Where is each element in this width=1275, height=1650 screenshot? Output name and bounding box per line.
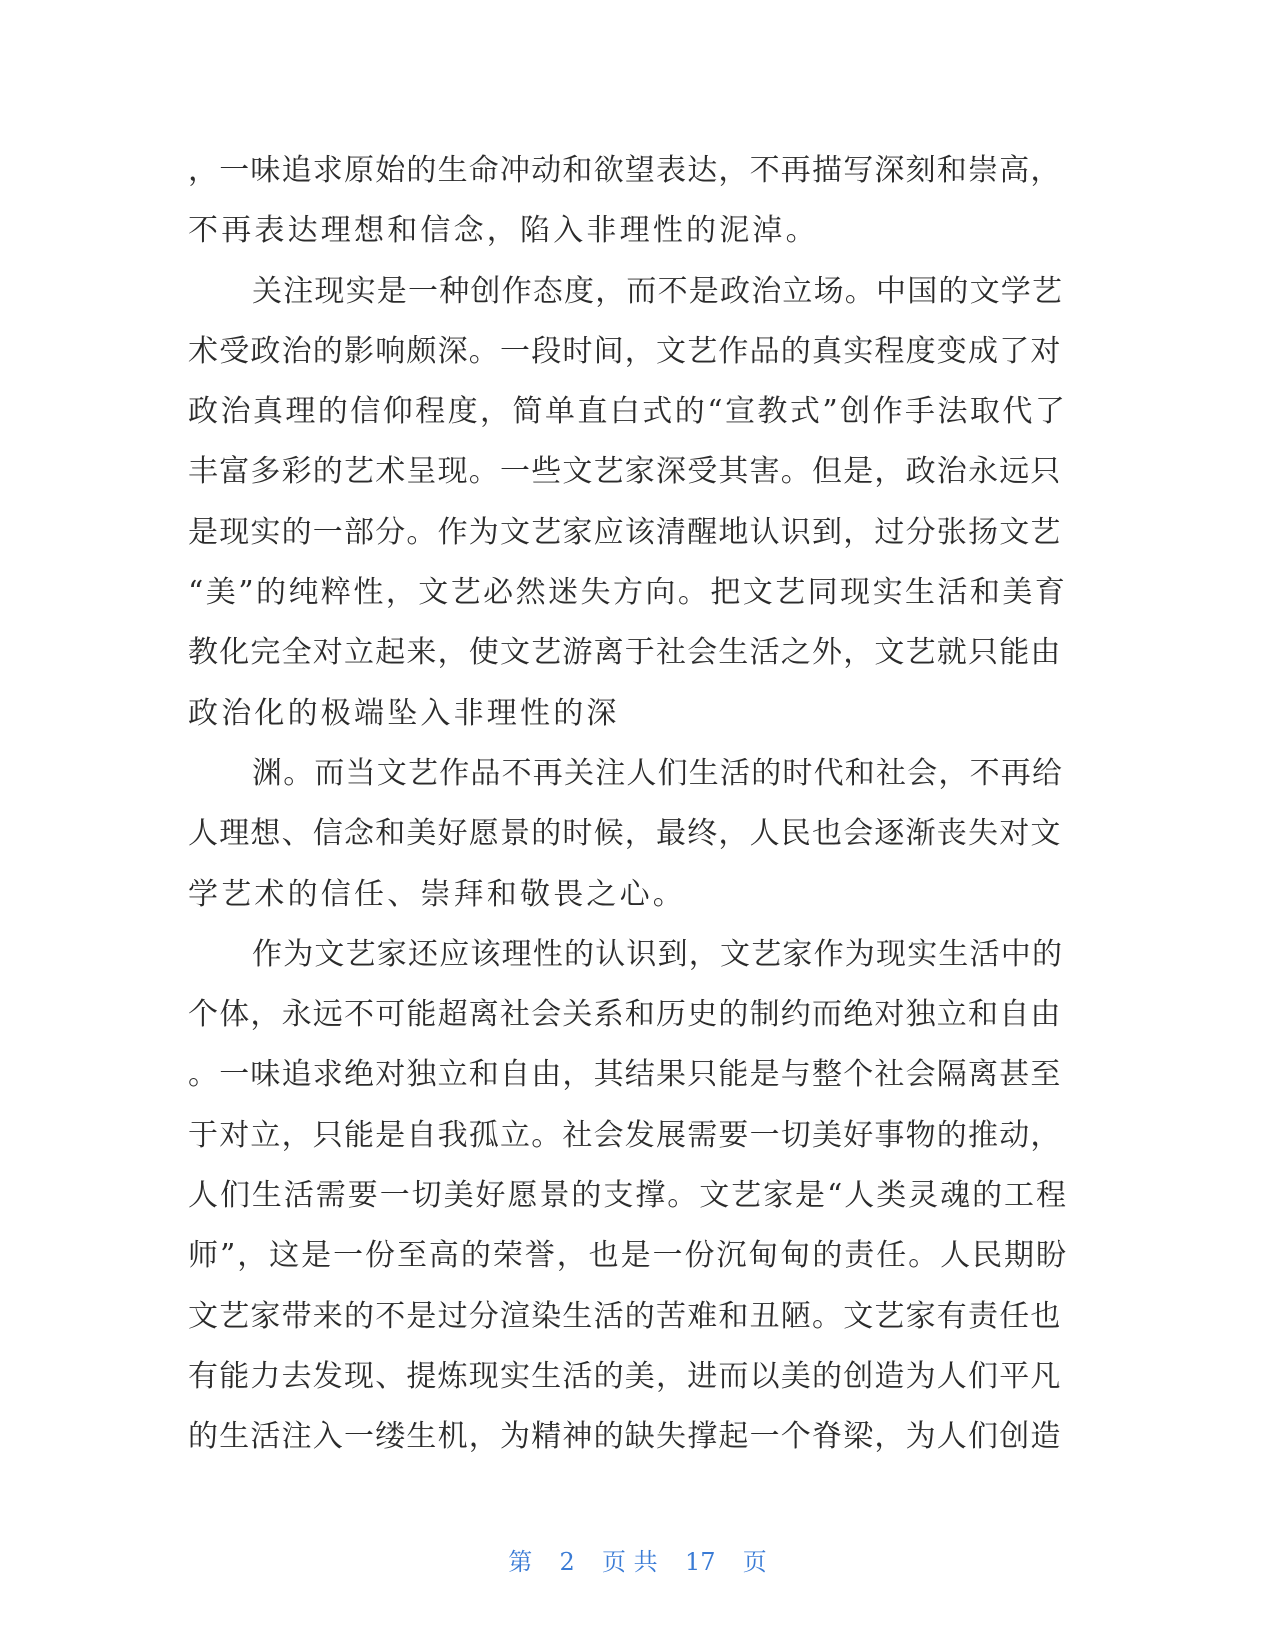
text-line: 师”，这是一份至高的荣誉，也是一份沉甸甸的责任。人民期盼 xyxy=(188,1238,1068,1274)
text-line: 政治真理的信仰程度，简单直白式的“宣教式”创作手法取代了 xyxy=(188,394,1068,430)
text-line: 是现实的一部分。作为文艺家应该清醒地认识到，过分张扬文艺 xyxy=(188,514,1062,550)
text-line: 有能力去发现、提炼现实生活的美，进而以美的创造为人们平凡 xyxy=(188,1358,1062,1394)
body-text xyxy=(188,141,1068,1468)
text-line: ，一味追求原始的生命冲动和欲望表达，不再描写深刻和崇高， xyxy=(188,153,1062,188)
text-line: 于对立，只能是自我孤立。社会发展需要一切美好事物的推动， xyxy=(188,1117,1062,1153)
text-line: 学艺术的信任、崇拜和敬畏之心。 xyxy=(188,876,686,912)
footer-prefix: 第 xyxy=(508,1548,533,1576)
page-footer xyxy=(0,1547,1275,1577)
text-line: 个体，永远不可能超离社会关系和历史的制约而绝对独立和自由 xyxy=(188,997,1062,1033)
text-line: “美”的纯粹性，文艺必然迷失方向。把文艺同现实生活和美育 xyxy=(188,575,1068,611)
text-line: 不再表达理想和信念，陷入非理性的泥淖。 xyxy=(188,213,819,249)
text-line: 教化完全对立起来，使文艺游离于社会生活之外，文艺就只能由 xyxy=(188,635,1062,671)
text-line: 关注现实是一种创作态度，而不是政治立场。中国的文学艺 xyxy=(252,273,1064,309)
text-line: 术受政治的影响颇深。一段时间，文艺作品的真实程度变成了对 xyxy=(188,333,1062,369)
footer-page-number: 2 xyxy=(559,1548,575,1576)
text-line: 政治化的极端坠入非理性的深 xyxy=(188,695,620,731)
footer-total-pages: 17 xyxy=(684,1548,716,1576)
footer-middle: 页 共 xyxy=(602,1548,658,1576)
text-line: 。一味追求绝对独立和自由，其结果只能是与整个社会隔离甚至 xyxy=(188,1057,1062,1093)
text-line: 人们生活需要一切美好愿景的支撑。文艺家是“人类灵魂的工程 xyxy=(188,1178,1068,1214)
footer-suffix: 页 xyxy=(742,1548,767,1576)
text-line: 丰富多彩的艺术呈现。一些文艺家深受其害。但是，政治永远只 xyxy=(188,454,1062,490)
text-line: 文艺家带来的不是过分渲染生活的苦难和丑陋。文艺家有责任也 xyxy=(188,1298,1062,1334)
text-line: 人理想、信念和美好愿景的时候，最终，人民也会逐渐丧失对文 xyxy=(188,816,1062,852)
text-line: 渊。而当文艺作品不再关注人们生活的时代和社会，不再给 xyxy=(252,755,1064,791)
text-line: 作为文艺家还应该理性的认识到，文艺家作为现实生活中的 xyxy=(252,936,1064,972)
text-line: 的生活注入一缕生机，为精神的缺失撑起一个脊梁，为人们创造 xyxy=(188,1419,1062,1455)
